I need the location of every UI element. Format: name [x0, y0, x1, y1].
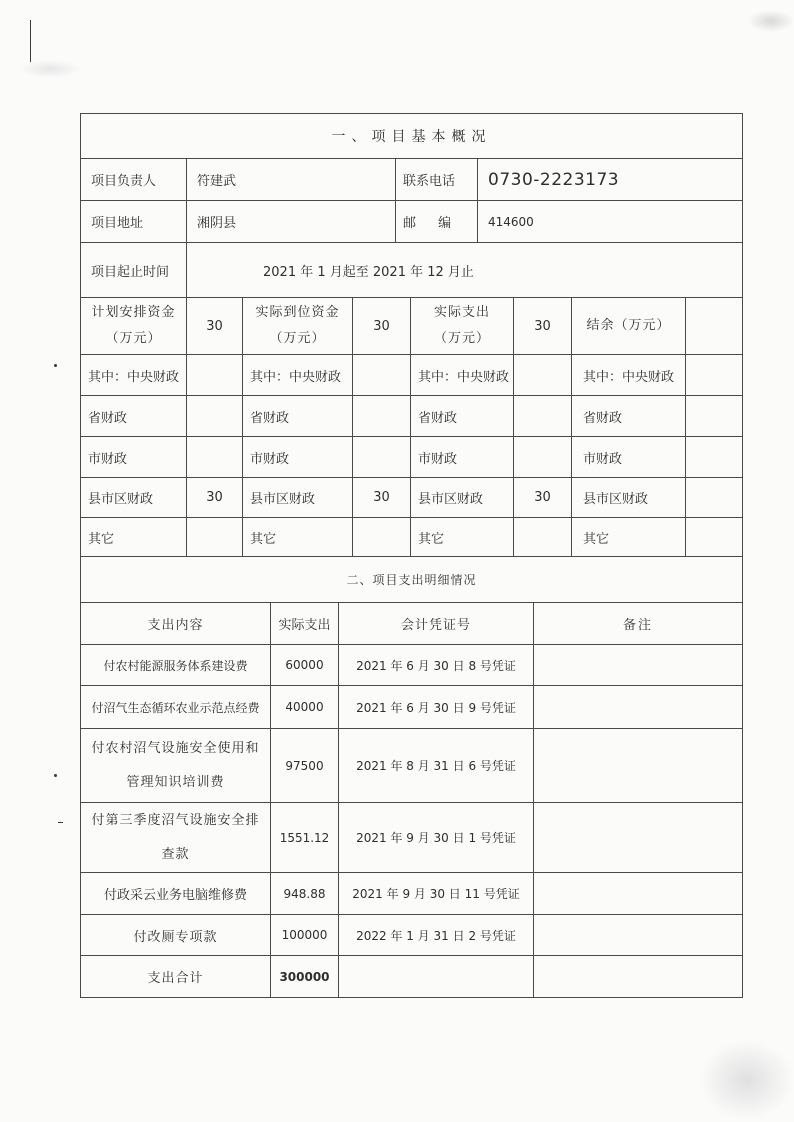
actual-spend-label-line2: （万元）	[433, 331, 490, 346]
expense-remark	[534, 915, 743, 956]
funds-row	[81, 355, 743, 396]
scan-smudge	[700, 1040, 794, 1120]
funds-row-value: 30	[353, 478, 411, 518]
phone-label: 联系电话	[396, 159, 478, 201]
funds-row-label: 其它	[81, 518, 187, 557]
col-header-content: 支出内容	[81, 603, 271, 645]
expense-amount: 948.88	[271, 873, 339, 915]
funds-row-label: 省财政	[81, 396, 187, 437]
funds-row-label: 其中：中央财政	[411, 355, 514, 396]
funds-row-label: 省财政	[243, 396, 353, 437]
expense-voucher: 2021 年 8 月 31 日 6 号凭证	[339, 729, 534, 803]
expense-voucher: 2021 年 6 月 30 日 8 号凭证	[339, 645, 534, 686]
funds-row-label: 其它	[243, 518, 353, 557]
expense-remark	[534, 645, 743, 686]
postcode-value: 414600	[478, 201, 743, 243]
expense-row	[81, 686, 743, 729]
funds-row-value	[514, 437, 572, 478]
basic-info-table	[80, 113, 743, 298]
funds-row	[81, 518, 743, 557]
funds-row-value	[686, 355, 743, 396]
funds-row-label: 县市区财政	[81, 478, 187, 518]
actual-spend-label	[411, 298, 514, 355]
expense-content: 付改厕专项款	[81, 915, 271, 956]
scan-smudge	[20, 60, 80, 78]
postcode-label: 邮 编	[396, 201, 478, 243]
expense-amount: 100000	[271, 915, 339, 956]
scan-mark-dash	[58, 822, 63, 823]
expense-voucher: 2021 年 9 月 30 日 11 号凭证	[339, 873, 534, 915]
expense-amount: 40000	[271, 686, 339, 729]
scan-smudge	[748, 10, 794, 32]
expense-voucher: 2022 年 1 月 31 日 2 号凭证	[339, 915, 534, 956]
address-value: 湘阴县	[187, 201, 396, 243]
expense-remark	[534, 686, 743, 729]
planned-funds-label-line1: 计划安排资金	[91, 305, 176, 320]
balance-value	[686, 298, 743, 355]
scan-mark-dot	[54, 364, 57, 367]
period-value: 2021 年 1 月起至 2021 年 12 月止	[187, 243, 743, 298]
funds-table	[80, 297, 743, 557]
expense-total-row	[81, 956, 743, 998]
expense-amount: 1551.12	[271, 803, 339, 873]
received-funds-label-line1: 实际到位资金	[255, 305, 340, 320]
funds-row-value	[353, 396, 411, 437]
planned-funds-value: 30	[187, 298, 243, 355]
address-label: 项目地址	[81, 201, 187, 243]
funds-row-value	[353, 437, 411, 478]
funds-row-value	[514, 518, 572, 557]
expense-header-row	[81, 603, 743, 645]
col-header-amount: 实际支出	[271, 603, 339, 645]
scan-mark-line	[30, 20, 31, 62]
total-amount: 300000	[271, 956, 339, 998]
expense-content: 付政采云业务电脑维修费	[81, 873, 271, 915]
expense-row	[81, 645, 743, 686]
funds-row-value	[686, 518, 743, 557]
expense-voucher: 2021 年 9 月 30 日 1 号凭证	[339, 803, 534, 873]
leader-value: 符建武	[187, 159, 396, 201]
expense-content	[81, 729, 271, 803]
expense-content-text: 付农村沼气设施安全使用和管理知识培训费	[91, 740, 260, 790]
actual-spend-value: 30	[514, 298, 572, 355]
total-voucher	[339, 956, 534, 998]
expense-amount: 60000	[271, 645, 339, 686]
funds-row-label: 县市区财政	[572, 478, 686, 518]
funds-row-value	[353, 355, 411, 396]
expense-voucher: 2021 年 6 月 30 日 9 号凭证	[339, 686, 534, 729]
funds-row-value	[686, 396, 743, 437]
funds-row-value	[514, 355, 572, 396]
scan-mark-dot	[54, 774, 57, 777]
funds-row	[81, 478, 743, 518]
expense-row	[81, 915, 743, 956]
funds-row-label: 市财政	[81, 437, 187, 478]
funds-row-label: 其中：中央财政	[572, 355, 686, 396]
funds-row	[81, 437, 743, 478]
col-header-remark: 备注	[534, 603, 743, 645]
expense-remark	[534, 803, 743, 873]
funds-row-value	[353, 518, 411, 557]
funds-row-value	[187, 437, 243, 478]
expense-amount: 97500	[271, 729, 339, 803]
funds-row-value	[686, 478, 743, 518]
received-funds-label	[243, 298, 353, 355]
section-title-basic: 一、项目基本概况	[81, 114, 743, 159]
funds-row-value: 30	[514, 478, 572, 518]
funds-row-label: 县市区财政	[243, 478, 353, 518]
funds-row-label: 省财政	[572, 396, 686, 437]
col-header-voucher: 会计凭证号	[339, 603, 534, 645]
expense-content-text: 付第三季度沼气设施安全排查款	[91, 812, 260, 862]
funds-row	[81, 396, 743, 437]
planned-funds-label	[81, 298, 187, 355]
funds-row-label: 其它	[411, 518, 514, 557]
expense-content: 付沼气生态循环农业示范点经费	[81, 686, 271, 729]
section-title-expenses: 二、项目支出明细情况	[81, 557, 743, 603]
funds-row-label: 其它	[572, 518, 686, 557]
funds-row-value	[686, 437, 743, 478]
leader-label: 项目负责人	[81, 159, 187, 201]
funds-row-label: 其中：中央财政	[243, 355, 353, 396]
funds-row-label: 其中：中央财政	[81, 355, 187, 396]
received-funds-label-line2: （万元）	[269, 331, 326, 346]
planned-funds-label-line2: （万元）	[105, 331, 162, 346]
expense-row	[81, 729, 743, 803]
balance-label: 结余（万元）	[572, 298, 686, 355]
expense-remark	[534, 873, 743, 915]
funds-row-value	[187, 518, 243, 557]
received-funds-value: 30	[353, 298, 411, 355]
project-form	[80, 113, 742, 998]
expense-row	[81, 873, 743, 915]
total-label: 支出合计	[81, 956, 271, 998]
actual-spend-label-line1: 实际支出	[433, 305, 490, 320]
expense-remark	[534, 729, 743, 803]
funds-row-label: 市财政	[411, 437, 514, 478]
expense-content: 付农村能源服务体系建设费	[81, 645, 271, 686]
funds-row-value: 30	[187, 478, 243, 518]
expense-content	[81, 803, 271, 873]
funds-row-label: 市财政	[572, 437, 686, 478]
funds-row-value	[187, 355, 243, 396]
funds-row-label: 市财政	[243, 437, 353, 478]
total-remark	[534, 956, 743, 998]
funds-header-row	[81, 298, 743, 355]
funds-row-value	[187, 396, 243, 437]
expense-row	[81, 803, 743, 873]
funds-row-label: 省财政	[411, 396, 514, 437]
expense-detail-table	[80, 556, 743, 998]
period-label: 项目起止时间	[81, 243, 187, 298]
funds-row-label: 县市区财政	[411, 478, 514, 518]
phone-value: 0730-2223173	[478, 159, 743, 201]
funds-row-value	[514, 396, 572, 437]
